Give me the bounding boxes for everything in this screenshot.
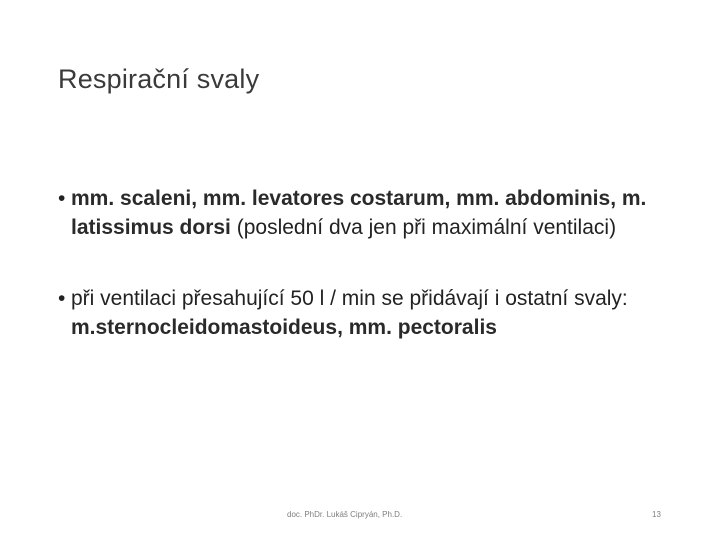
bullet-1-text: (poslední dva jen při maximální ventilaci)	[230, 216, 617, 239]
bullet-icon: •	[58, 287, 66, 310]
bullet-1-bold-text: mm. scaleni, mm. levatores costarum, mm. abdominis, m. latissimus dorsi	[71, 187, 647, 239]
slide-footer	[0, 510, 720, 524]
bullet-item-2	[58, 284, 678, 342]
bullet-2-text: při ventilaci přesahující 50 l / min se přidávají i ostatní svaly:	[71, 287, 628, 310]
bullet-icon: •	[58, 187, 66, 210]
bullet-item-1	[58, 184, 678, 242]
footer-author: doc. PhDr. Lukáš Cipryán, Ph.D.	[287, 510, 403, 519]
page-number: 13	[652, 510, 661, 519]
slide-body	[58, 184, 678, 342]
slide-title: Respirační svaly	[58, 64, 260, 94]
bullet-2-bold-text: m.sternocleidomastoideus, mm. pectoralis	[71, 316, 497, 339]
